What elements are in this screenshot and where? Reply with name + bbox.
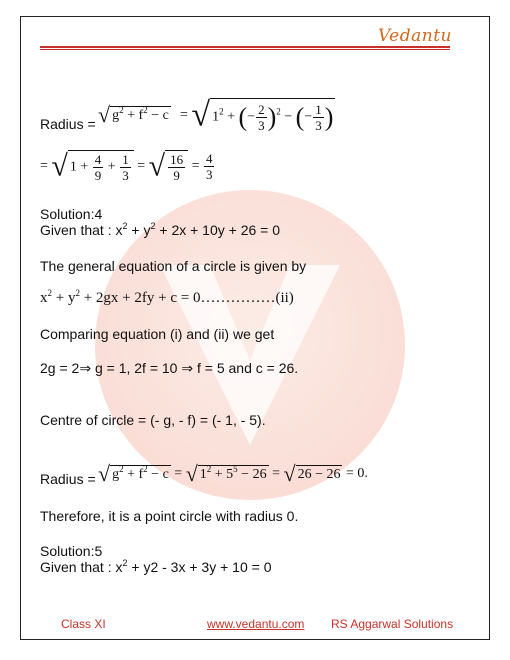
footer-website-link[interactable]: www.vedantu.com: [207, 617, 305, 631]
radius-simplification: = √ 1 + $\frac{4}{9}$ + $\frac{1}{3}$ = √ $\frac{16}{9}$ = $\frac{4}{3}$: [40, 149, 213, 183]
solution-5-title: Solution:5: [40, 543, 103, 559]
solution-4-given: Given that : $x^2 + y^2 + 2x + 10y + 26 = 0$: [40, 221, 281, 238]
radius-label-2: Radius =: [40, 471, 96, 487]
general-equation-text: The general equation of a circle is given by: [40, 258, 307, 274]
radius-formula-2: √ $g^2 + f^2 - c$ = √ $1^2 + 5^5 - 26$ = √ 26 − 26 = 0.: [98, 461, 368, 486]
header-divider: [40, 46, 450, 48]
radius-formula-1: √ $g^2 + f^2 - c$: [98, 102, 169, 127]
implies-arrow-icon: ⇒: [79, 360, 92, 376]
footer-book-title: RS Aggarwal Solutions: [331, 617, 454, 631]
solution-5-given: Given that : $x^2 + y2 - 3x + 3y + 10 = 0$: [40, 558, 272, 575]
solution-4-title: Solution:4: [40, 206, 103, 222]
radius-substitution-1: = √ $1^2$ + (− $\frac{2}{3}$ )$^2$ − (− $\frac{1}{3}$ ): [180, 96, 334, 134]
values-text: 2g = 2⇒ g = 1, 2f = 10 ⇒ f = 5 and c = 26.: [40, 360, 299, 376]
vedantu-logo: Vedantu: [377, 26, 452, 46]
centre-text: Centre of circle = (- g, - f) = (- 1, - 5).: [40, 412, 266, 428]
comparing-text: Comparing equation (i) and (ii) we get: [40, 326, 275, 342]
header-divider-thin: [40, 49, 450, 50]
radius-label-1: Radius =: [40, 116, 96, 132]
implies-arrow-icon: ⇒: [181, 360, 194, 376]
general-equation-ii: $x^2 + y^2 + 2gx + 2fy + c$ = 0……………(ii): [40, 288, 294, 306]
therefore-text: Therefore, it is a point circle with radius 0.: [40, 508, 299, 524]
footer-class-label: Class XI: [61, 617, 106, 631]
